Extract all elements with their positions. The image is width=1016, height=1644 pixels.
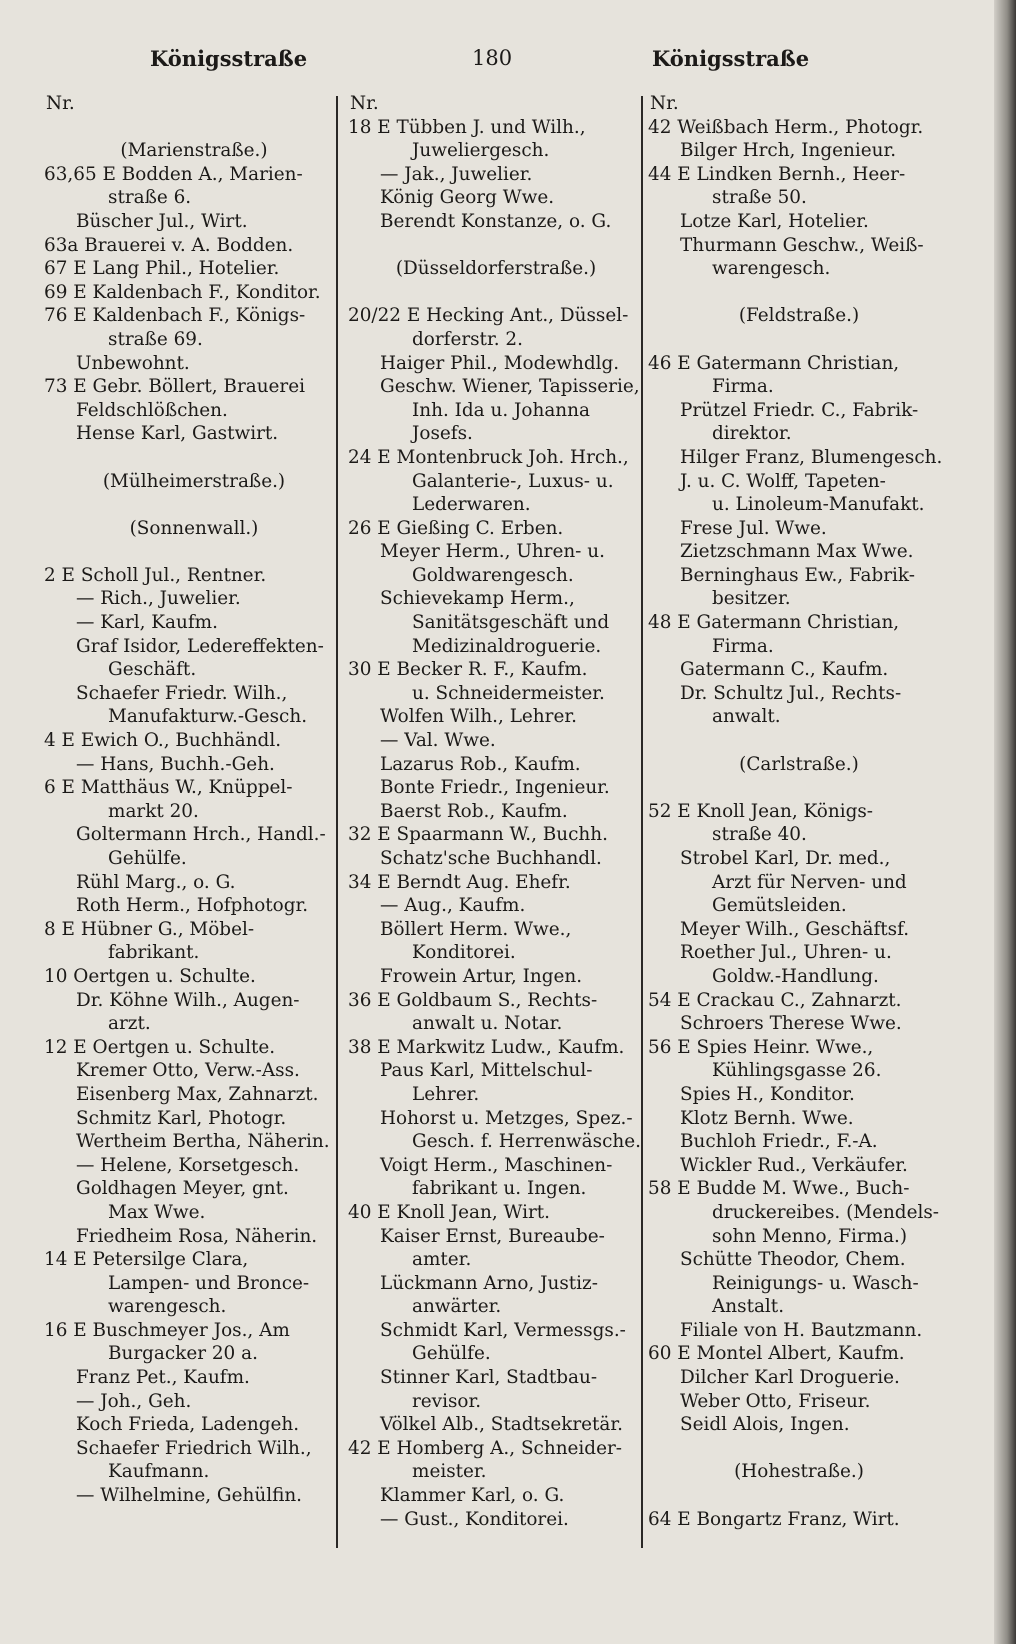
directory-line: amter. (412, 1249, 472, 1271)
directory-line: Anstalt. (712, 1296, 785, 1318)
directory-line: König Georg Wwe. (380, 187, 555, 209)
directory-line: Berninghaus Ew., Fabrik- (680, 564, 915, 586)
directory-line: Gehülfe. (412, 1343, 491, 1365)
directory-line: — Joh., Geh. (76, 1390, 192, 1412)
street-section-heading: (Sonnenwall.) (129, 517, 259, 539)
directory-line: anwalt. (712, 706, 781, 728)
directory-line: Thurmann Geschw., Weiß- (680, 234, 924, 256)
directory-line: arzt. (108, 1013, 151, 1035)
directory-line: fabrikant. (108, 942, 200, 964)
directory-line: 48 E Gatermann Christian, (648, 612, 900, 634)
directory-line: Arzt für Nerven- und (712, 871, 907, 893)
directory-line: Roth Herm., Hofphotogr. (76, 895, 309, 917)
page-number: 180 (472, 46, 513, 70)
directory-line: meister. (412, 1461, 487, 1483)
directory-line: Kaufmann. (108, 1461, 210, 1483)
directory-line: Schaefer Friedr. Wilh., (76, 682, 288, 704)
directory-line: Kremer Otto, Verw.-Ass. (76, 1060, 300, 1082)
directory-line: 56 E Spies Heinr. Wwe., (648, 1036, 874, 1058)
directory-line: Unbewohnt. (76, 352, 190, 374)
directory-line: Wickler Rud., Verkäufer. (680, 1154, 908, 1176)
directory-line: Weber Otto, Friseur. (680, 1390, 871, 1412)
directory-line: 38 E Markwitz Ludw., Kaufm. (348, 1036, 625, 1058)
directory-line (44, 116, 344, 140)
directory-line (44, 540, 344, 564)
directory-line (648, 1484, 950, 1508)
directory-line: Prützel Friedr. C., Fabrik- (680, 399, 919, 421)
directory-line: — Val. Wwe. (380, 730, 496, 752)
directory-line: Bonte Friedr., Ingenieur. (380, 777, 610, 799)
directory-line: 63,65 E Bodden A., Marien- (44, 163, 303, 185)
directory-line: Geschw. Wiener, Tapisserie, (380, 376, 640, 398)
directory-line: straße 69. (108, 328, 203, 350)
directory-line: — Jak., Juwelier. (380, 163, 533, 185)
street-section-heading: (Carlstraße.) (739, 753, 859, 775)
directory-line: Stinner Karl, Stadtbau- (380, 1367, 598, 1389)
directory-line (648, 776, 950, 800)
directory-line (648, 281, 950, 305)
directory-line: Lederwaren. (412, 494, 531, 516)
directory-line: Goldhagen Meyer, gnt. (76, 1178, 289, 1200)
directory-line: Goltermann Hrch., Handl.- (76, 824, 326, 846)
directory-line: besitzer. (712, 588, 791, 610)
directory-line: dorferstr. 2. (412, 328, 523, 350)
directory-line: 6 E Matthäus W., Knüppel- (44, 777, 293, 799)
directory-line: 44 E Lindken Bernh., Heer- (648, 163, 906, 185)
directory-line: Zietzschmann Max Wwe. (680, 541, 914, 563)
directory-line: Seidl Alois, Ingen. (680, 1414, 850, 1436)
directory-line: Dilcher Karl Droguerie. (680, 1367, 900, 1389)
directory-line: Roether Jul., Uhren- u. (680, 942, 892, 964)
directory-line: 64 E Bongartz Franz, Wirt. (648, 1508, 900, 1530)
directory-line: Berendt Konstanze, o. G. (380, 210, 612, 232)
directory-line: Firma. (712, 376, 774, 398)
directory-line (348, 234, 644, 258)
directory-line: straße 50. (712, 187, 807, 209)
directory-line: 42 E Homberg A., Schneider- (348, 1437, 622, 1459)
directory-line: 63a Brauerei v. A. Bodden. (44, 234, 294, 256)
directory-line: Eisenberg Max, Zahnarzt. (76, 1083, 319, 1105)
column-left (44, 92, 344, 1552)
directory-line: fabrikant u. Ingen. (412, 1178, 587, 1200)
directory-line: Juweliergesch. (412, 140, 550, 162)
directory-line: Sanitätsgeschäft und (412, 612, 610, 634)
directory-line: Filiale von H. Bautzmann. (680, 1319, 923, 1341)
street-section-heading: (Hohestraße.) (734, 1461, 864, 1483)
directory-line: Gatermann C., Kaufm. (680, 659, 889, 681)
directory-line: straße 40. (712, 824, 807, 846)
directory-line: Klammer Karl, o. G. (380, 1485, 565, 1507)
directory-line (348, 281, 644, 305)
directory-line: u. Schneidermeister. (412, 682, 605, 704)
directory-line: anwalt u. Notar. (412, 1013, 563, 1035)
directory-line: Klotz Bernh. Wwe. (680, 1107, 854, 1129)
directory-line: 18 E Tübben J. und Wilh., (348, 116, 586, 138)
directory-line: Hohorst u. Metzges, Spez.- (380, 1107, 633, 1129)
directory-line: Lotze Karl, Hotelier. (680, 210, 869, 232)
directory-line: 42 Weißbach Herm., Photogr. (648, 116, 924, 138)
header-left-title: Königsstraße (150, 46, 308, 71)
directory-line: 26 E Gießing C. Erben. (348, 517, 564, 539)
directory-line: Manufakturw.-Gesch. (108, 706, 308, 728)
directory-line: — Hans, Buchh.-Geh. (76, 753, 275, 775)
directory-line: Meyer Wilh., Geschäftsf. (680, 918, 910, 940)
directory-line: Wertheim Bertha, Näherin. (76, 1131, 330, 1153)
directory-line: Firma. (712, 635, 774, 657)
directory-line: revisor. (412, 1390, 482, 1412)
directory-line: Gesch. f. Herrenwäsche. (412, 1131, 641, 1153)
directory-line: sohn Menno, Firma.) (712, 1225, 908, 1247)
directory-line: Koch Frieda, Ladengeh. (76, 1414, 300, 1436)
directory-line: 46 E Gatermann Christian, (648, 352, 900, 374)
directory-line: Medizinaldroguerie. (412, 635, 602, 657)
directory-line: — Rich., Juwelier. (76, 588, 241, 610)
directory-line: Baerst Rob., Kaufm. (380, 800, 568, 822)
directory-line: Hense Karl, Gastwirt. (76, 423, 279, 445)
directory-line: 67 E Lang Phil., Hotelier. (44, 258, 280, 280)
directory-line (44, 493, 344, 517)
directory-line: Schmitz Karl, Photogr. (76, 1107, 287, 1129)
page-edge-shadow (994, 0, 1016, 1644)
directory-line: Strobel Karl, Dr. med., (680, 848, 891, 869)
directory-line: 4 E Ewich O., Buchhändl. (44, 730, 282, 752)
directory-line: 52 E Knoll Jean, Königs- (648, 800, 874, 822)
column-right (648, 92, 950, 1552)
directory-line: Rühl Marg., o. G. (76, 871, 236, 893)
directory-line: Spies H., Konditor. (680, 1083, 855, 1105)
directory-line: direktor. (712, 423, 792, 445)
directory-line: 8 E Hübner G., Möbel- (44, 918, 255, 940)
directory-line: Gemütsleiden. (712, 895, 847, 917)
directory-line: u. Linoleum-Manufakt. (712, 494, 925, 516)
directory-line: Böllert Herm. Wwe., (380, 918, 572, 940)
directory-line: 76 E Kaldenbach F., Königs- (44, 305, 306, 327)
directory-line: Graf Isidor, Ledereffekten- (76, 635, 324, 657)
directory-line: 36 E Goldbaum S., Rechts- (348, 989, 598, 1011)
directory-line: markt 20. (108, 800, 199, 822)
directory-line: Hilger Franz, Blumengesch. (680, 446, 943, 468)
directory-line: Frese Jul. Wwe. (680, 517, 827, 539)
directory-line: Schütte Theodor, Chem. (680, 1249, 906, 1271)
directory-line: — Karl, Kaufm. (76, 612, 218, 634)
directory-line: 20/22 E Hecking Ant., Düssel- (348, 305, 629, 327)
directory-line: 73 E Gebr. Böllert, Brauerei (44, 376, 305, 398)
column-header: Nr. (350, 93, 379, 114)
directory-line: Meyer Herm., Uhren- u. (380, 541, 605, 563)
directory-line (648, 729, 950, 753)
directory-line: Josefs. (412, 423, 473, 445)
directory-line: Friedheim Rosa, Näherin. (76, 1225, 318, 1247)
directory-line: 14 E Petersilge Clara, (44, 1249, 249, 1271)
directory-line: Wolfen Wilh., Lehrer. (380, 706, 577, 728)
directory-line: Franz Pet., Kaufm. (76, 1367, 250, 1389)
directory-line: — Wilhelmine, Gehülfin. (76, 1485, 303, 1507)
directory-line: Schatz'sche Buchhandl. (380, 848, 602, 869)
directory-line: 60 E Montel Albert, Kaufm. (648, 1343, 905, 1365)
street-section-heading: (Marienstraße.) (120, 140, 268, 162)
directory-line: Lehrer. (412, 1083, 480, 1105)
directory-line: 54 E Crackau C., Zahnarzt. (648, 989, 902, 1011)
directory-line: Goldw.-Handlung. (712, 965, 879, 987)
directory-line: Lazarus Rob., Kaufm. (380, 753, 581, 775)
directory-line (44, 446, 344, 470)
directory-line: 30 E Becker R. F., Kaufm. (348, 659, 588, 681)
directory-line: Geschäft. (108, 659, 197, 681)
page-header (150, 46, 826, 80)
directory-line: Feldschlößchen. (76, 399, 228, 421)
directory-line: 12 E Oertgen u. Schulte. (44, 1036, 276, 1058)
column-middle (348, 92, 644, 1552)
directory-line: Dr. Schultz Jul., Rechts- (680, 682, 902, 704)
directory-line: 34 E Berndt Aug. Ehefr. (348, 871, 571, 893)
directory-line: Reinigungs- u. Wasch- (712, 1272, 919, 1294)
directory-line: 40 E Knoll Jean, Wirt. (348, 1201, 551, 1223)
directory-line: — Aug., Kaufm. (380, 895, 526, 917)
directory-line: Gehülfe. (108, 848, 187, 869)
directory-line: 16 E Buschmeyer Jos., Am (44, 1319, 290, 1341)
directory-line: 69 E Kaldenbach F., Konditor. (44, 281, 321, 303)
directory-line: Goldwarengesch. (412, 564, 574, 586)
directory-line: anwärter. (412, 1296, 502, 1318)
directory-line: Haiger Phil., Modewhdlg. (380, 352, 620, 374)
directory-line: J. u. C. Wolff, Tapeten- (680, 470, 886, 492)
directory-line: Paus Karl, Mittelschul- (380, 1060, 593, 1082)
directory-line: 24 E Montenbruck Joh. Hrch., (348, 446, 629, 468)
directory-line: Inh. Ida u. Johanna (412, 399, 590, 421)
directory-line: Dr. Köhne Wilh., Augen- (76, 989, 300, 1011)
directory-line: 32 E Spaarmann W., Buchh. (348, 824, 608, 846)
directory-line: Kaiser Ernst, Bureaube- (380, 1225, 605, 1247)
column-header: Nr. (46, 93, 75, 114)
directory-line: straße 6. (108, 187, 192, 209)
directory-line: — Gust., Konditorei. (380, 1508, 569, 1530)
directory-line: Lückmann Arno, Justiz- (380, 1272, 598, 1294)
column-header: Nr. (650, 93, 679, 114)
directory-line: Buchloh Friedr., F.-A. (680, 1131, 878, 1153)
directory-line: Kühlingsgasse 26. (712, 1060, 882, 1082)
directory-line: Schaefer Friedrich Wilh., (76, 1437, 312, 1459)
directory-line: 10 Oertgen u. Schulte. (44, 965, 256, 987)
header-right-title: Königsstraße (652, 46, 810, 71)
directory-line: warengesch. (108, 1296, 227, 1318)
directory-line (648, 1437, 950, 1461)
directory-line: Schroers Therese Wwe. (680, 1013, 902, 1035)
street-section-heading: (Mülheimerstraße.) (102, 470, 286, 492)
directory-line: Lampen- und Bronce- (108, 1272, 310, 1294)
street-section-heading: (Düsseldorferstraße.) (395, 258, 597, 280)
directory-line: warengesch. (712, 258, 831, 280)
directory-line: 2 E Scholl Jul., Rentner. (44, 564, 267, 586)
directory-line: Galanterie-, Luxus- u. (412, 470, 614, 492)
directory-line: Voigt Herm., Maschinen- (380, 1154, 613, 1176)
directory-line: Max Wwe. (108, 1201, 206, 1223)
street-section-heading: (Feldstraße.) (738, 305, 860, 327)
directory-line: druckereibes. (Mendels- (712, 1201, 940, 1223)
directory-line: Konditorei. (412, 942, 516, 964)
directory-line: Schievekamp Herm., (380, 588, 575, 610)
directory-line: — Helene, Korsetgesch. (76, 1154, 300, 1176)
directory-line: Frowein Artur, Ingen. (380, 965, 583, 987)
directory-line: Burgacker 20 a. (108, 1343, 258, 1365)
directory-line: Völkel Alb., Stadtsekretär. (380, 1414, 624, 1436)
directory-line: 58 E Budde M. Wwe., Buch- (648, 1178, 910, 1200)
directory-line: Bilger Hrch, Ingenieur. (680, 140, 897, 162)
directory-line (648, 328, 950, 352)
directory-line: Schmidt Karl, Vermessgs.- (380, 1319, 626, 1341)
directory-line: Büscher Jul., Wirt. (76, 210, 248, 232)
